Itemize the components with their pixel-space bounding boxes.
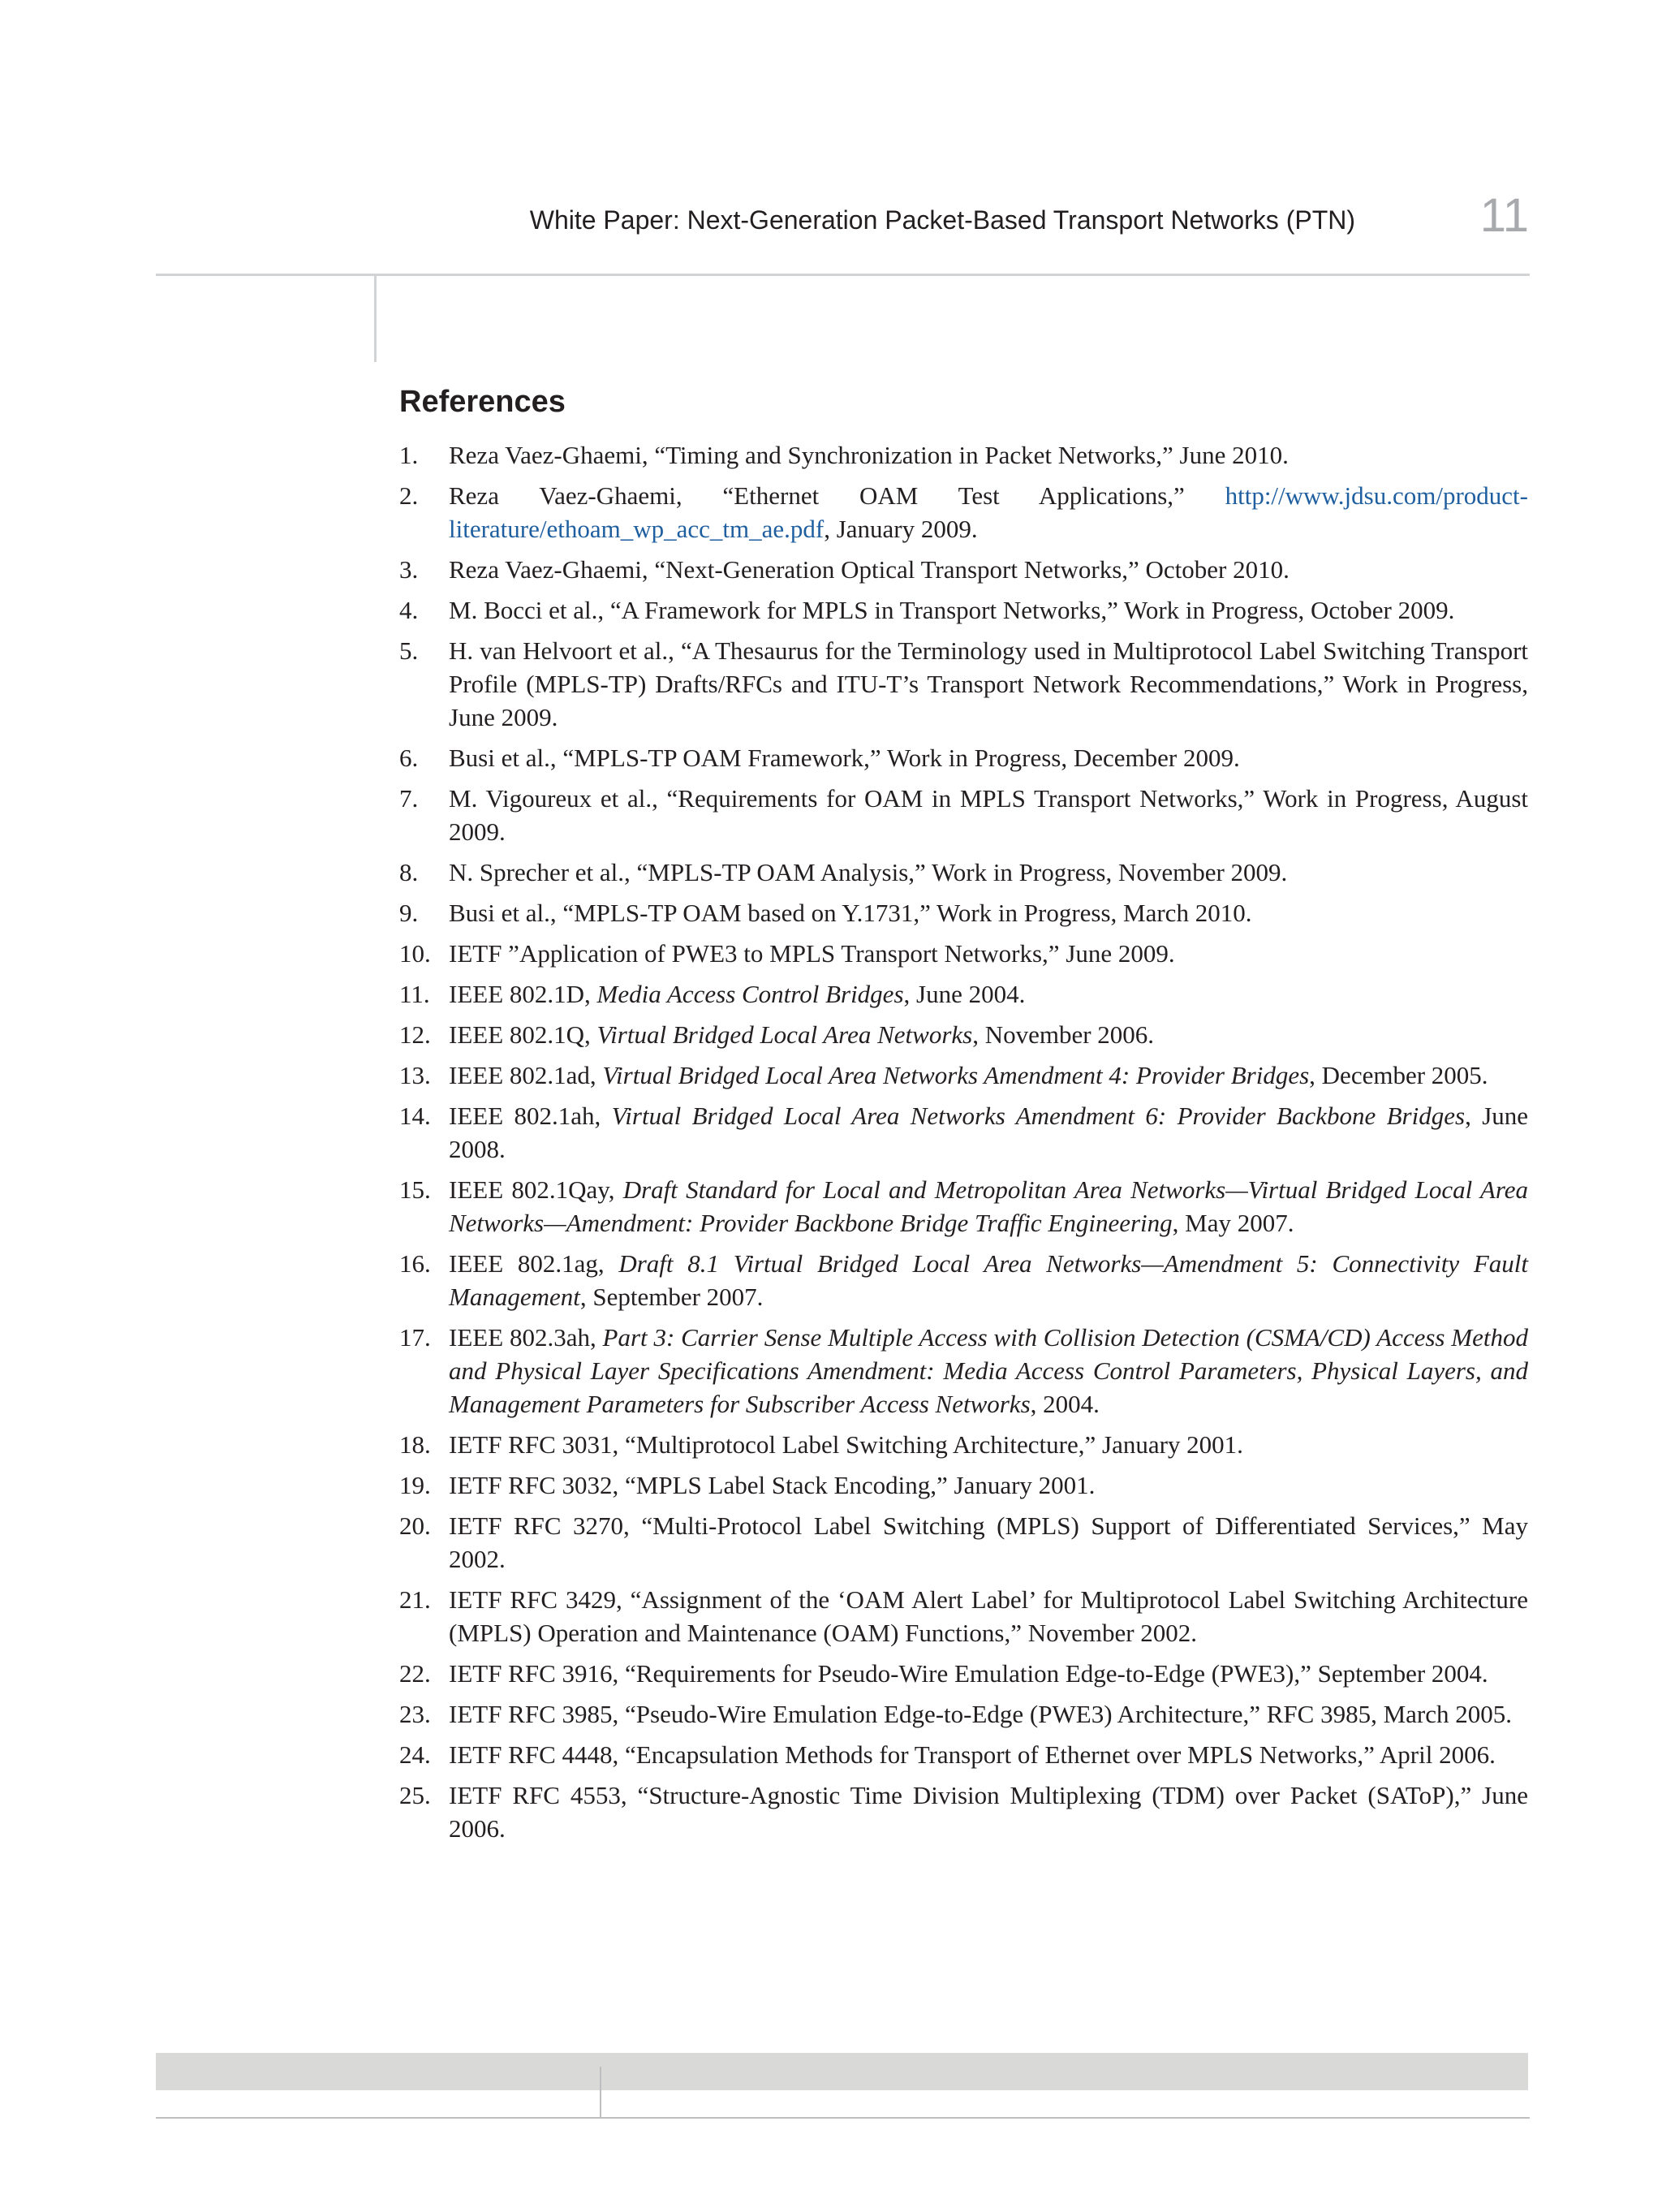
- reference-title-italic: Media Access Control Bridges: [596, 980, 904, 1008]
- reference-text: , November 2006.: [972, 1020, 1155, 1049]
- reference-item: [399, 896, 1528, 929]
- reference-item: [399, 1657, 1528, 1690]
- reference-text: Busi et al., “MPLS-TP OAM Framework,” Work in Progress, December 2009.: [449, 744, 1240, 772]
- reference-item: [399, 1059, 1528, 1092]
- reference-number: 19.: [399, 1471, 431, 1499]
- reference-text: IETF RFC 4448, “Encapsulation Methods for Transport of Ethernet over MPLS Networks,” April 2006.: [449, 1740, 1496, 1769]
- reference-item: [399, 741, 1528, 774]
- reference-item: [399, 1697, 1528, 1731]
- reference-number: 10.: [399, 939, 431, 968]
- reference-text: IETF RFC 3270, “Multi-Protocol Label Switching (MPLS) Support of Differentiated Services,” May 2002.: [449, 1511, 1528, 1573]
- reference-number: 6.: [399, 744, 419, 772]
- reference-number: 9.: [399, 899, 419, 927]
- reference-text: , December 2005.: [1309, 1061, 1488, 1089]
- reference-item: [399, 634, 1528, 734]
- page-number: 11: [1479, 189, 1529, 242]
- reference-text: H. van Helvoort et al., “A Thesaurus for the Terminology used in Multiprotocol Label Switching Transport Profile (MPLS-TP) Drafts/RFCs and ITU-T’s Transport Network Recommendations,” Work in Progress, June 2009.: [449, 636, 1528, 731]
- reference-title-italic: Draft Standard for Local and Metropolitan Area Networks—Virtual Bridged Local Area Networks—Amendment: Provider Backbone Bridge Traffic Engineering: [449, 1175, 1528, 1237]
- reference-text: IETF RFC 3985, “Pseudo-Wire Emulation Edge-to-Edge (PWE3) Architecture,” RFC 3985, March 2005.: [449, 1700, 1512, 1728]
- reference-text: IEEE 802.1Qay,: [449, 1175, 623, 1204]
- reference-item: [399, 1738, 1528, 1771]
- reference-number: 18.: [399, 1430, 431, 1459]
- reference-title-italic: Virtual Bridged Local Area Networks Amendment 4: Provider Bridges: [602, 1061, 1310, 1089]
- section-title: References: [399, 385, 566, 419]
- reference-item: [399, 1173, 1528, 1240]
- reference-text: N. Sprecher et al., “MPLS-TP OAM Analysis,” Work in Progress, November 2009.: [449, 858, 1288, 886]
- reference-item: [399, 593, 1528, 627]
- reference-number: 11.: [399, 980, 430, 1008]
- reference-number: 13.: [399, 1061, 431, 1089]
- reference-item: [399, 1018, 1528, 1051]
- reference-number: 8.: [399, 858, 419, 886]
- left-vertical-rule: [374, 274, 377, 362]
- reference-number: 1.: [399, 441, 419, 469]
- reference-number: 12.: [399, 1020, 431, 1049]
- reference-text: IETF RFC 4553, “Structure-Agnostic Time Division Multiplexing (TDM) over Packet (SAToP),” June 2006.: [449, 1781, 1528, 1843]
- reference-number: 17.: [399, 1323, 431, 1352]
- reference-text: , May 2007.: [1172, 1209, 1294, 1237]
- reference-number: 5.: [399, 636, 419, 665]
- reference-number: 20.: [399, 1511, 431, 1540]
- reference-number: 16.: [399, 1249, 431, 1278]
- reference-item: [399, 856, 1528, 889]
- reference-item: [399, 1247, 1528, 1313]
- reference-text: IETF RFC 3916, “Requirements for Pseudo-Wire Emulation Edge-to-Edge (PWE3),” September 2004.: [449, 1659, 1488, 1688]
- reference-text: Reza Vaez-Ghaemi, “Timing and Synchronization in Packet Networks,” June 2010.: [449, 441, 1289, 469]
- header-title: White Paper: Next-Generation Packet-Based Transport Networks (PTN): [529, 205, 1355, 235]
- reference-number: 21.: [399, 1585, 431, 1614]
- reference-item: [399, 1583, 1528, 1649]
- reference-text: IEEE 802.1ad,: [449, 1061, 603, 1089]
- reference-text: , June 2004.: [903, 980, 1026, 1008]
- reference-text: IETF ”Application of PWE3 to MPLS Transport Networks,” June 2009.: [449, 939, 1175, 968]
- header-rule: [156, 274, 1530, 276]
- reference-text: IEEE 802.3ah,: [449, 1323, 603, 1352]
- reference-item: [399, 1099, 1528, 1166]
- reference-number: 14.: [399, 1102, 431, 1130]
- reference-number: 25.: [399, 1781, 431, 1809]
- reference-text: IEEE 802.1ah,: [449, 1102, 612, 1130]
- reference-title-italic: Draft 8.1 Virtual Bridged Local Area Networks—Amendment 5: Connectivity Fault Management: [449, 1249, 1529, 1311]
- reference-text: M. Vigoureux et al., “Requirements for OAM in MPLS Transport Networks,” Work in Progress, August 2009.: [449, 784, 1528, 846]
- reference-item: [399, 479, 1528, 545]
- reference-title-italic: Virtual Bridged Local Area Networks Amendment 6: Provider Backbone Bridges: [611, 1102, 1466, 1130]
- reference-text: IETF RFC 3032, “MPLS Label Stack Encoding,” January 2001.: [449, 1471, 1096, 1499]
- reference-text: IEEE 802.1ag,: [449, 1249, 619, 1278]
- reference-text: Reza Vaez-Ghaemi, “Ethernet OAM Test Applications,”: [449, 481, 1225, 510]
- reference-number: 22.: [399, 1659, 431, 1688]
- reference-list: [399, 438, 1528, 1852]
- reference-text: IEEE 802.1D,: [449, 980, 597, 1008]
- reference-item: [399, 1321, 1528, 1421]
- reference-text: , September 2007.: [579, 1283, 764, 1311]
- reference-text: Reza Vaez-Ghaemi, “Next-Generation Optical Transport Networks,” October 2010.: [449, 555, 1290, 584]
- reference-text: IETF RFC 3429, “Assignment of the ‘OAM Alert Label’ for Multiprotocol Label Switching Architecture (MPLS) Operation and Maintenance (OAM) Functions,” November 2002.: [449, 1585, 1528, 1647]
- reference-link[interactable]: http://www.jdsu.com/product-literature/ethoam_wp_acc_tm_ae.pdf: [449, 481, 1528, 543]
- reference-text: M. Bocci et al., “A Framework for MPLS in Transport Networks,” Work in Progress, October 2009.: [449, 596, 1455, 624]
- footer-band: [156, 2053, 1528, 2090]
- reference-title-italic: Virtual Bridged Local Area Networks: [596, 1020, 973, 1049]
- reference-number: 4.: [399, 596, 419, 624]
- reference-text: Busi et al., “MPLS-TP OAM based on Y.1731,” Work in Progress, March 2010.: [449, 899, 1252, 927]
- reference-text: , 2004.: [1030, 1390, 1100, 1418]
- reference-item: [399, 553, 1528, 586]
- reference-number: 3.: [399, 555, 419, 584]
- reference-number: 2.: [399, 481, 419, 510]
- reference-text: IEEE 802.1Q,: [449, 1020, 597, 1049]
- reference-item: [399, 1779, 1528, 1845]
- reference-item: [399, 977, 1528, 1011]
- reference-item: [399, 1468, 1528, 1502]
- reference-number: 15.: [399, 1175, 431, 1204]
- reference-number: 23.: [399, 1700, 431, 1728]
- reference-title-italic: Part 3: Carrier Sense Multiple Access with Collision Detection (CSMA/CD) Access Method and Physical Layer Specifications Amendment: Media Access Control Parameters, Physical Layers, and Management Parameters for Subscriber Access Networks: [449, 1323, 1528, 1418]
- reference-item: [399, 782, 1528, 848]
- reference-item: [399, 438, 1528, 472]
- footer-rule: [156, 2117, 1530, 2119]
- reference-text: , June 2008.: [449, 1102, 1529, 1163]
- reference-text: , January 2009.: [824, 515, 978, 543]
- footer-vertical-rule: [600, 2067, 601, 2117]
- reference-number: 7.: [399, 784, 419, 813]
- reference-number: 24.: [399, 1740, 431, 1769]
- reference-item: [399, 1509, 1528, 1576]
- reference-text: IETF RFC 3031, “Multiprotocol Label Switching Architecture,” January 2001.: [449, 1430, 1243, 1459]
- reference-item: [399, 937, 1528, 970]
- reference-item: [399, 1428, 1528, 1461]
